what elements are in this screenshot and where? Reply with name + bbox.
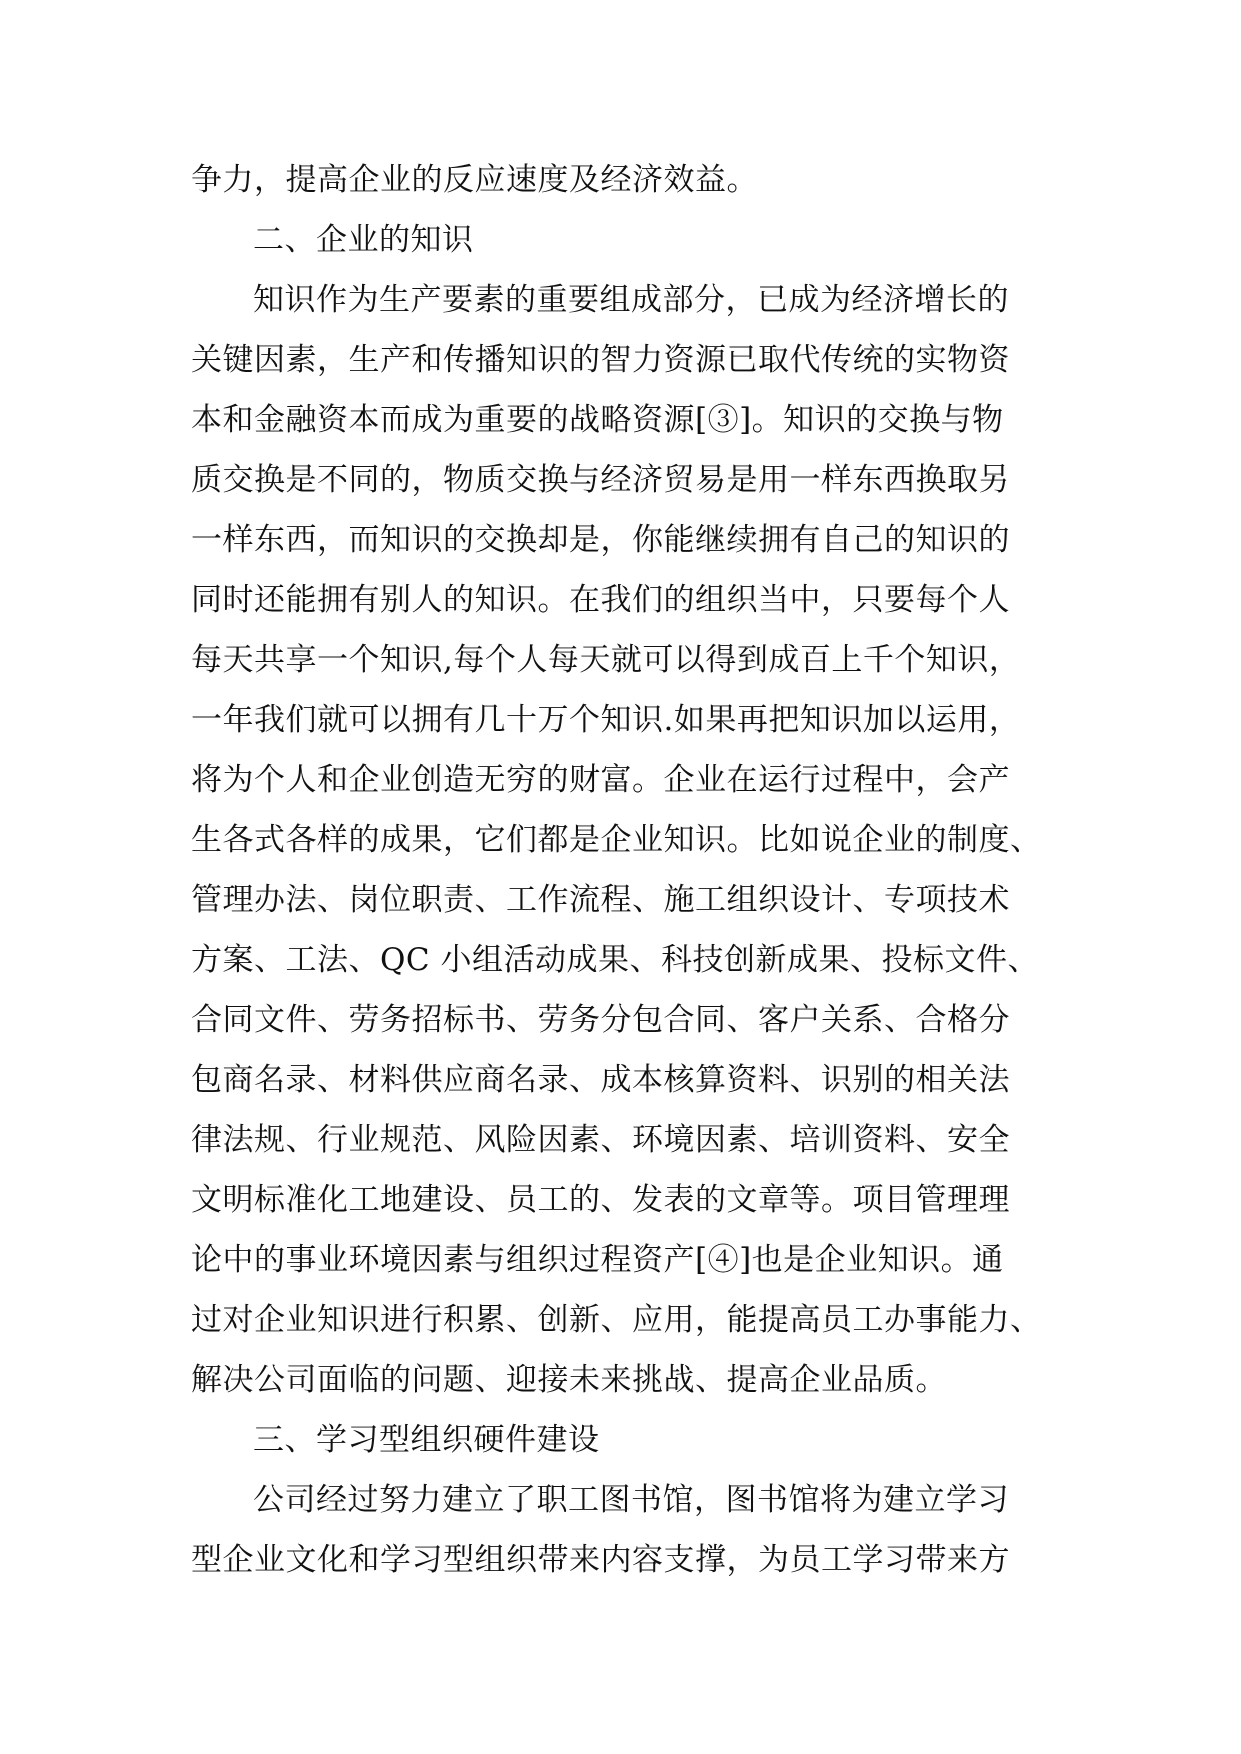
text-line: 文明标准化工地建设、员工的、发表的文章等。项目管理理 — [191, 1182, 1010, 1218]
text-line: 型企业文化和学习型组织带来内容支撑，为员工学习带来方 — [191, 1542, 1010, 1578]
text-line: 将为个人和企业创造无穷的财富。企业在运行过程中，会产 — [191, 762, 1010, 798]
text-line: 同时还能拥有别人的知识。在我们的组织当中，只要每个人 — [191, 582, 1010, 618]
text-line: 论中的事业环境因素与组织过程资产[④]也是企业知识。通 — [191, 1242, 1004, 1278]
text-line: 律法规、行业规范、风险因素、环境因素、培训资料、安全 — [191, 1122, 1010, 1158]
text-line: 一年我们就可以拥有几十万个知识.如果再把知识加以运用， — [191, 702, 1021, 738]
paragraph-first-line: 知识作为生产要素的重要组成部分，已成为经济增长的 — [253, 282, 1009, 318]
text-line: 每天共享一个知识,每个人每天就可以得到成百上千个知识， — [191, 642, 1021, 678]
text-line: 合同文件、劳务招标书、劳务分包合同、客户关系、合格分 — [191, 1002, 1010, 1038]
section-heading-hardware: 三、学习型组织硬件建设 — [253, 1422, 600, 1458]
text-line: 争力，提高企业的反应速度及经济效益。 — [191, 162, 758, 198]
text-line: 解决公司面临的问题、迎接未来挑战、提高企业品质。 — [191, 1362, 947, 1398]
text-line: 关键因素，生产和传播知识的智力资源已取代传统的实物资 — [191, 342, 1010, 378]
text-line: 生各式各样的成果，它们都是企业知识。比如说企业的制度、 — [191, 822, 1042, 858]
text-line: 方案、工法、QC 小组活动成果、科技创新成果、投标文件、 — [191, 942, 1039, 978]
body-text — [191, 150, 1051, 1590]
text-line: 一样东西，而知识的交换却是，你能继续拥有自己的知识的 — [191, 522, 1010, 558]
text-line: 过对企业知识进行积累、创新、应用，能提高员工办事能力、 — [191, 1302, 1042, 1338]
text-line: 包商名录、材料供应商名录、成本核算资料、识别的相关法 — [191, 1062, 1010, 1098]
section-heading-knowledge: 二、企业的知识 — [253, 222, 474, 258]
paragraph-first-line: 公司经过努力建立了职工图书馆，图书馆将为建立学习 — [253, 1482, 1009, 1518]
text-line: 本和金融资本而成为重要的战略资源[③]。知识的交换与物 — [191, 402, 1004, 438]
text-line: 管理办法、岗位职责、工作流程、施工组织设计、专项技术 — [191, 882, 1010, 918]
text-line: 质交换是不同的，物质交换与经济贸易是用一样东西换取另 — [191, 462, 1010, 498]
